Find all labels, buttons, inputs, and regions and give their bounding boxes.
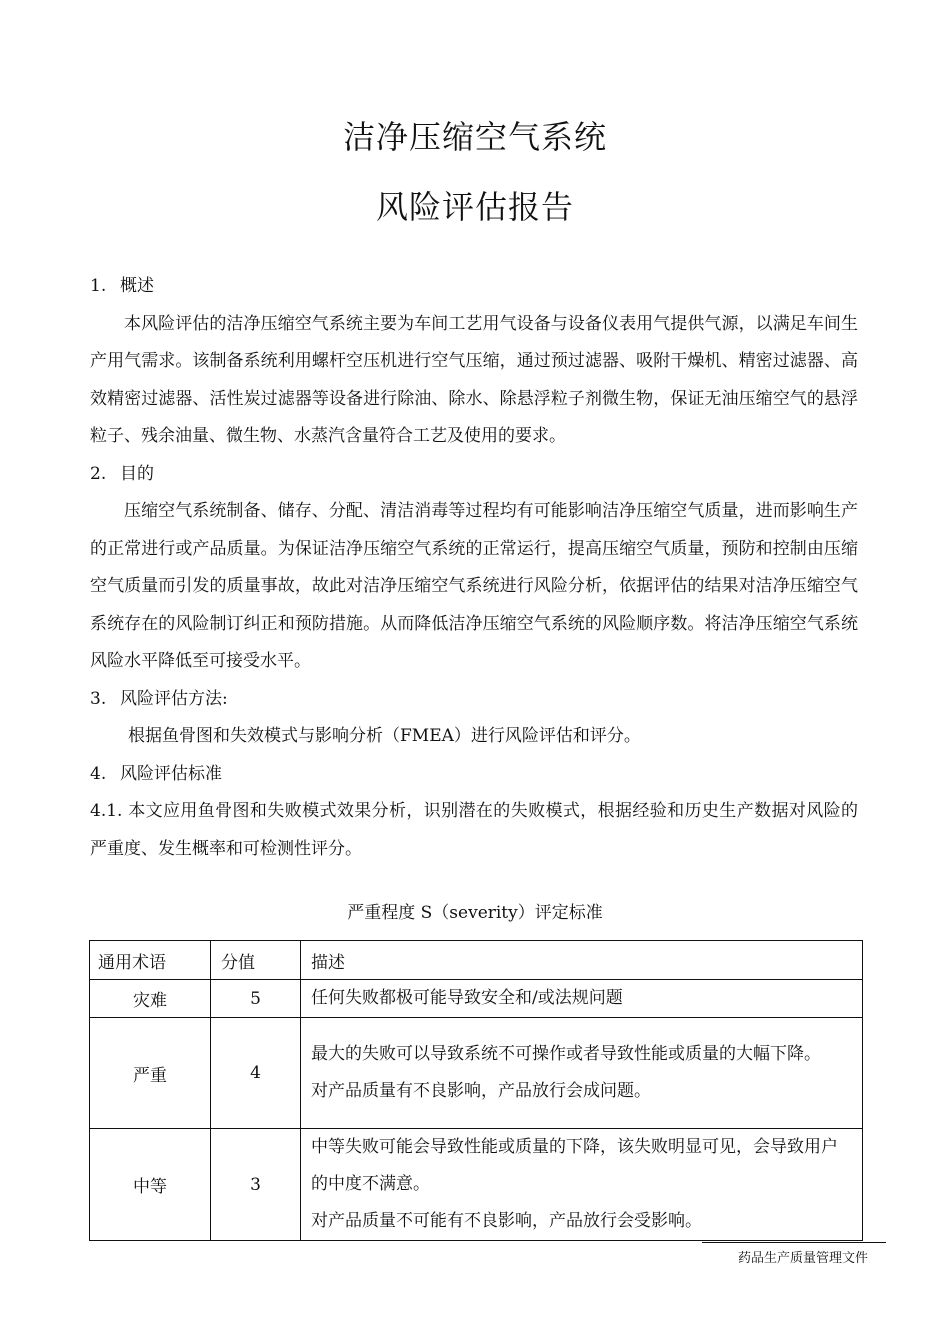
severity-table <box>89 940 863 1241</box>
table-header-row <box>90 941 863 980</box>
section-2-title: 目的 <box>120 463 154 484</box>
section-4-heading <box>90 756 858 794</box>
row-desc <box>301 1129 863 1241</box>
row-term: 中等 <box>90 1129 211 1241</box>
header-term: 通用术语 <box>90 941 211 980</box>
section-4-1-body: 4.1. 本文应用鱼骨图和失败模式效果分析，识别潜在的失败模式，根据经验和历史生产数据对风险的严重度、发生概率和可检测性评分。 <box>90 801 858 859</box>
section-2-body: 压缩空气系统制备、储存、分配、清洁消毒等过程均有可能影响洁净压缩空气质量，进而影响生产的正常进行或产品质量。为保证洁净压缩空气系统的正常运行，提高压缩空气质量，预防和控制由压缩空气质量而引发的质量事故，故此对洁净压缩空气系统进行风险分析，依据评估的结果对洁净压缩空气系统存在的风险制订纠正和预防措施。从而降低洁净压缩空气系统的风险顺序数。将洁净压缩空气系统风险水平降低至可接受水平。 <box>90 501 858 671</box>
row-desc-line: 中等失败可能会导致性能或质量的下降，该失败明显可见，会导致用户的中度不满意。 <box>311 1137 838 1194</box>
section-3-body: 根据鱼骨图和失效模式与影响分析（FMEA）进行风险评估和评分。 <box>128 726 641 746</box>
row-score: 3 <box>211 1129 301 1241</box>
header-desc: 描述 <box>301 941 863 980</box>
section-3-number: 3. <box>90 688 107 709</box>
footer-text: 药品生产质量管理文件 <box>737 1251 868 1266</box>
section-4-title: 风险评估标准 <box>120 763 222 784</box>
row-term: 灾难 <box>90 980 211 1018</box>
table-caption: 严重程度 S（severity）评定标准 <box>347 903 603 923</box>
row-desc-line: 对产品质量不可能有不良影响，产品放行会受影响。 <box>311 1211 702 1231</box>
row-term: 严重 <box>90 1018 211 1129</box>
row-desc <box>301 980 863 1018</box>
row-desc-line: 最大的失败可以导致系统不可操作或者导致性能或质量的大幅下降。 <box>311 1044 821 1064</box>
doc-title-line1: 洁净压缩空气系统 <box>342 118 607 156</box>
header-score: 分值 <box>211 941 301 980</box>
table-row <box>90 980 863 1018</box>
section-1-heading <box>90 268 858 306</box>
footer-rule <box>702 1242 886 1243</box>
table-row <box>90 1129 863 1241</box>
section-1-number: 1. <box>90 276 107 296</box>
section-1-title: 概述 <box>120 276 154 296</box>
row-desc <box>301 1018 863 1129</box>
doc-body <box>90 268 858 868</box>
section-2-heading <box>90 456 858 494</box>
table-row <box>90 1018 863 1129</box>
row-desc-line: 任何失败都极可能导致安全和/或法规问题 <box>311 988 623 1008</box>
row-score: 4 <box>211 1018 301 1129</box>
doc-title-line2: 风险评估报告 <box>375 188 574 226</box>
section-1-body: 本风险评估的洁净压缩空气系统主要为车间工艺用气设备与设备仪表用气提供气源，以满足车间生产用气需求。该制备系统利用螺杆空压机进行空气压缩，通过预过滤器、吸附干燥机、精密过滤器、高效精密过滤器、活性炭过滤器等设备进行除油、除水、除悬浮粒子剂微生物，保证无油压缩空气的悬浮粒子、残余油量、微生物、水蒸汽含量符合工艺及使用的要求。 <box>90 313 858 446</box>
row-score: 5 <box>211 980 301 1018</box>
section-3-title: 风险评估方法: <box>120 688 228 709</box>
section-2-number: 2. <box>90 463 107 484</box>
section-4-number: 4. <box>90 763 107 784</box>
row-desc-line: 对产品质量有不良影响，产品放行会成问题。 <box>311 1081 651 1101</box>
section-3-heading <box>90 681 858 719</box>
